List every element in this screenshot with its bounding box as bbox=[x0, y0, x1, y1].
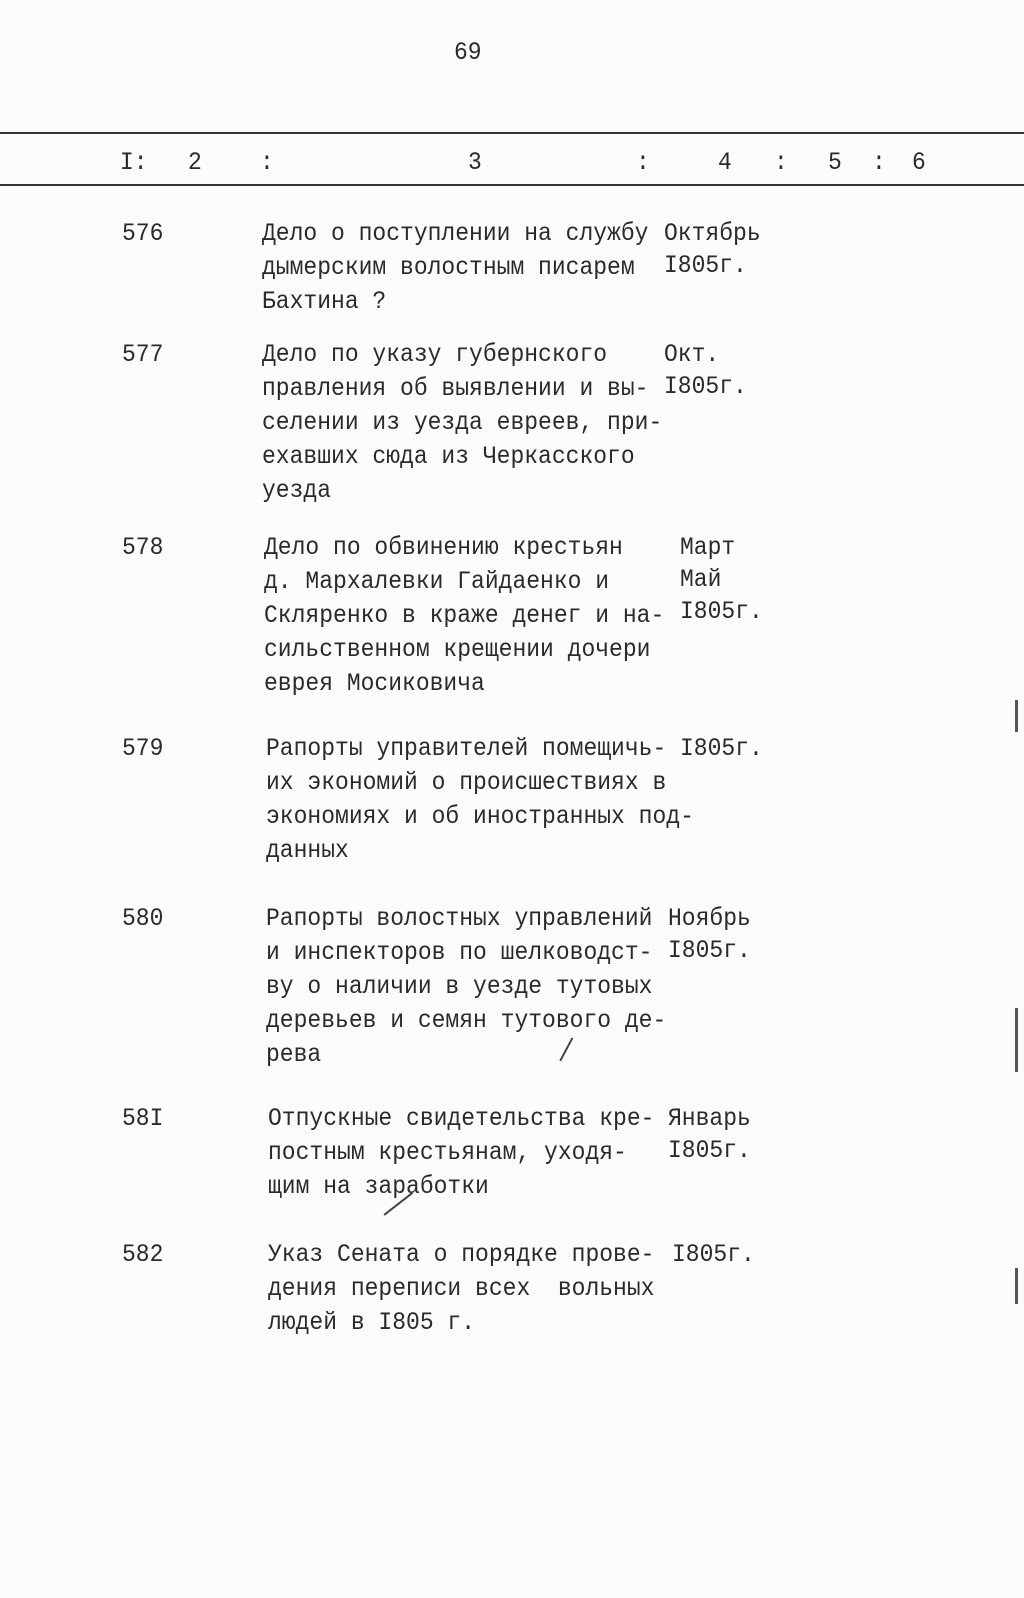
entry-date: I805г. bbox=[668, 1136, 751, 1165]
entry-description-line: рева bbox=[266, 1040, 322, 1069]
scan-edge-mark bbox=[1015, 1268, 1018, 1304]
entry-date: Март bbox=[680, 533, 736, 562]
entry-description-line: деревьев и семян тутового де- bbox=[266, 1006, 667, 1035]
entry-description-line: д. Мархалевки Гайдаенко и bbox=[264, 567, 610, 596]
entry-date: Январь bbox=[668, 1104, 751, 1133]
entry-number: 579 bbox=[122, 734, 164, 763]
header-sep4: : bbox=[872, 148, 886, 177]
entry-description-line: правления об выявлении и вы- bbox=[262, 374, 649, 403]
entry-description-line: постным крестьянам, уходя- bbox=[268, 1138, 627, 1167]
entry-date: Октябрь bbox=[664, 219, 761, 248]
entry-number: 578 bbox=[122, 533, 164, 562]
entry-date: Май bbox=[680, 565, 722, 594]
header-col6: 6 bbox=[912, 148, 926, 177]
entry-number: 576 bbox=[122, 219, 164, 248]
entry-date: I805г. bbox=[680, 734, 763, 763]
header-col4: 4 bbox=[718, 148, 732, 177]
header-col5: 5 bbox=[828, 148, 842, 177]
entry-date: Ноябрь bbox=[668, 904, 751, 933]
entry-description-line: дымерским волостным писарем bbox=[262, 253, 635, 282]
header-sep2: : bbox=[636, 148, 650, 177]
entry-description-line: Бахтина ? bbox=[262, 287, 387, 316]
header-sep1: : bbox=[260, 148, 274, 177]
entry-description-line: данных bbox=[266, 836, 349, 865]
entry-description-line: Дело о поступлении на службу bbox=[262, 219, 649, 248]
entry-description-line: экономиях и об иностранных под- bbox=[266, 802, 694, 831]
entry-number: 577 bbox=[122, 340, 164, 369]
entry-description-line: дения переписи всех вольных bbox=[268, 1274, 655, 1303]
entry-date: I805г. bbox=[664, 251, 747, 280]
entry-description-line: Указ Сената о порядке прове- bbox=[268, 1240, 655, 1269]
entry-description-line: Скляренко в краже денег и на- bbox=[264, 601, 665, 630]
entry-description-line: щим на заработки bbox=[268, 1172, 489, 1201]
header-sep3: : bbox=[774, 148, 788, 177]
scan-edge-mark bbox=[1015, 700, 1018, 732]
entry-description-line: ву о наличии в уезде тутовых bbox=[266, 972, 653, 1001]
entry-number: 582 bbox=[122, 1240, 164, 1269]
entry-description-line: Дело по указу губернского bbox=[262, 340, 608, 369]
entry-date: I805г. bbox=[668, 936, 751, 965]
entry-date: I805г. bbox=[680, 597, 763, 626]
entry-description-line: Дело по обвинению крестьян bbox=[264, 533, 623, 562]
entry-description-line: людей в I805 г. bbox=[268, 1308, 476, 1337]
entry-description-line: Отпускные свидетельства кре- bbox=[268, 1104, 655, 1133]
entry-date: Окт. bbox=[664, 340, 720, 369]
entry-description-line: и инспекторов по шелководст- bbox=[266, 938, 653, 967]
entry-description-line: Рапорты волостных управлений bbox=[266, 904, 653, 933]
header-col1: I: bbox=[120, 148, 148, 177]
entry-description-line: селении из уезда евреев, при- bbox=[262, 408, 663, 437]
entry-description-line: еврея Мосиковича bbox=[264, 669, 485, 698]
pencil-tick-mark bbox=[559, 1037, 573, 1061]
entry-description-line: уезда bbox=[262, 476, 332, 505]
entry-number: 580 bbox=[122, 904, 164, 933]
entry-date: I805г. bbox=[664, 372, 747, 401]
entry-number: 58I bbox=[122, 1104, 164, 1133]
entry-description-line: сильственном крещении дочери bbox=[264, 635, 651, 664]
entry-date: I805г. bbox=[672, 1240, 755, 1269]
header-top-rule bbox=[0, 132, 1024, 134]
entry-description-line: ехавших сюда из Черкасского bbox=[262, 442, 635, 471]
header-col2: 2 bbox=[188, 148, 202, 177]
entry-description-line: Рапорты управителей помещичь- bbox=[266, 734, 667, 763]
scan-edge-mark bbox=[1015, 1008, 1018, 1072]
header-bottom-rule bbox=[0, 184, 1024, 186]
header-col3: 3 bbox=[468, 148, 482, 177]
entry-description-line: их экономий о происшествиях в bbox=[266, 768, 667, 797]
page-number: 69 bbox=[454, 38, 482, 67]
